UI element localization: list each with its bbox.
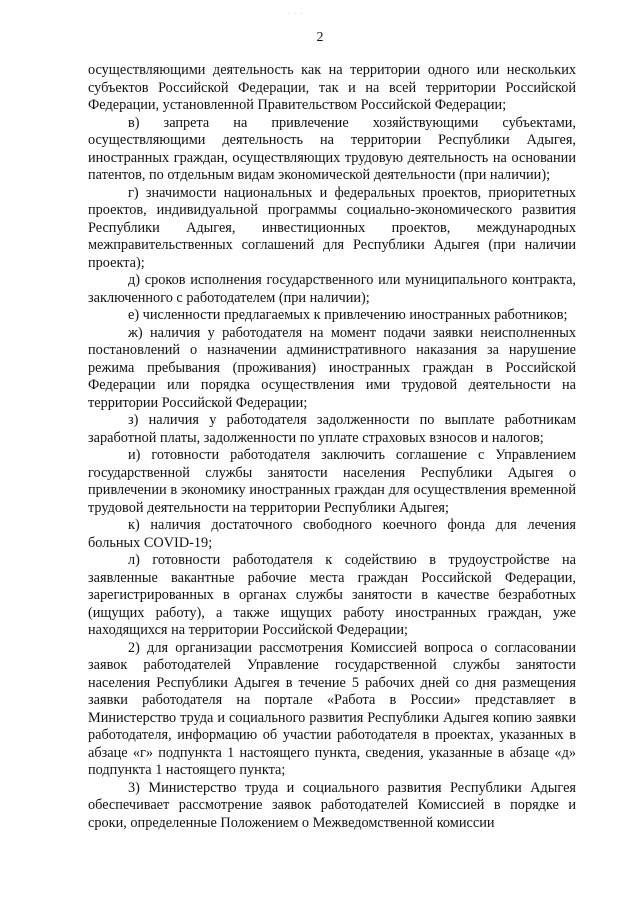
paragraph-item-e: е) численности предлагаемых к привлечению иностранных работников; — [128, 307, 568, 323]
paragraph-item-g: г) значимости национальных и федеральных проектов, приоритетных проектов, индивидуальной программы социально-экономического развития Республики Адыгея, инвестиционных проектов, международных межправительственных соглашений для Республики Адыгея (при наличии проекта); — [88, 184, 576, 271]
paragraph-item-3: 3) Министерство труда и социального развития Республики Адыгея обеспечивает рассмотрение заявок работодателей Комиссией в порядке и сроки, определенные Положением о Межведомственной комиссии — [88, 779, 576, 831]
paragraph-continuation: осуществляющими деятельность как на территории одного или нескольких субъектов Российской Федерации, так и на всей территории Российской Федерации, установленной Правительством Российской Федерации; — [88, 62, 576, 113]
paragraph-item-v: в) запрета на привлечение хозяйствующими субъектами, осуществляющими деятельность на территории Республики Адыгея, иностранных граждан, осуществляющих трудовую деятельность на основании патентов, по отдельным видам экономической деятельности (при наличии); — [88, 114, 576, 183]
paragraph-item-d: д) сроков исполнения государственного или муниципального контракта, заключенного с работодателем (при наличии); — [88, 272, 576, 306]
paragraph-item-2: 2) для организации рассмотрения Комиссией вопроса о согласовании заявок работодателей Управление государственной службы занятости населения Республики Адыгея в течение 5 рабочих дней со дня размещения заявки работодателя на портале «Работа в России» представляет в Министерство труда и социального развития Республики Адыгея копию заявки работодателя, информацию об участии работодателя в проектах, указанных в абзаце «г» подпункта 1 настоящего пункта, сведения, указанные в абзаце «д» подпункта 1 настоящего пункта; — [88, 639, 576, 778]
paragraph-item-k: к) наличия достаточного свободного коечного фонда для лечения больных COVID-19; — [88, 517, 576, 551]
paragraph-item-z: з) наличия у работодателя задолженности по выплате работникам заработной платы, задолженности по уплате страховых взносов и налогов; — [88, 412, 576, 446]
paragraph-item-zh: ж) наличия у работодателя на момент подачи заявки неисполненных постановлений о назначении административного наказания за нарушение режима пребывания (проживания) иностранных граждан в Российской Федерации или порядка осуществления ими трудовой деятельности на территории Российской Федерации; — [88, 324, 576, 411]
paragraph-item-i: и) готовности работодателя заключить соглашение с Управлением государственной службы занятости населения Республики Адыгея о привлечении в экономику иностранных граждан для осуществления временной трудовой деятельности на территории Республики Адыгея; — [88, 447, 576, 516]
page-number: 2 — [316, 30, 324, 45]
document-body — [88, 62, 576, 832]
paragraph-item-l: л) готовности работодателя к содействию в трудоустройстве на заявленные вакантные рабочие места граждан Российской Федерации, зарегистрированных в органах службы занятости в качестве безработных (ищущих работу), а также ищущих работу иностранных граждан, уже находящихся на территории Российской Федерации; — [88, 552, 576, 638]
scan-speck: · · · — [288, 10, 304, 18]
